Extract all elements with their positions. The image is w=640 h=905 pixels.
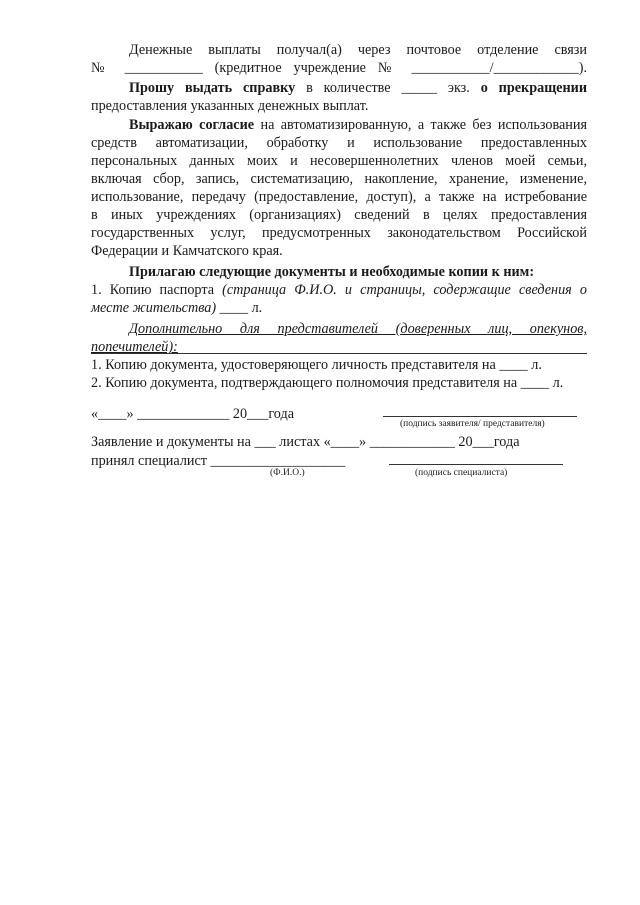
consent-rest: на автоматизированную, а также без использования xyxy=(254,117,587,133)
documents-heading: Прилагаю следующие документы и необходимые копии к ним: xyxy=(129,264,535,280)
representatives-item-1: 1. Копию документа, удостоверяющего личность представителя на ____ л. xyxy=(91,357,542,373)
request-termination-bold: о прекращении xyxy=(480,80,587,96)
request-certificate-line xyxy=(91,79,587,98)
documents-item-1-cont: месте жительства) ____ л. xyxy=(91,300,263,316)
consent-line-8: Федерации и Камчатского края. xyxy=(91,243,283,259)
payments-office-line: Денежные выплаты получал(а) через почтовое отделение связи xyxy=(129,42,587,58)
date-line: «____» _____________ 20___года xyxy=(91,406,295,422)
representatives-divider xyxy=(91,353,587,354)
applicant-signature-caption: (подпись заявителя/ представителя) xyxy=(400,419,545,429)
applicant-signature-line xyxy=(383,416,577,417)
specialist-line: принял специалист ___________________ xyxy=(91,453,346,469)
consent-line-1 xyxy=(91,116,587,135)
request-quantity: в количестве _____ экз. xyxy=(295,80,481,96)
payments-credit-line: № ___________ (кредитное учреждение № ___________/____________). xyxy=(91,60,587,76)
consent-bold: Выражаю согласие xyxy=(129,117,255,133)
documents-item-1: 1. Копию паспорта (страница Ф.И.О. и страницы, содержащие сведения о xyxy=(91,282,587,298)
consent-line-4: включая сбор, запись, систематизацию, накопление, хранение, изменение, xyxy=(91,171,587,187)
consent-line-2: средств автоматизации, обработку и использование предоставленных xyxy=(91,135,587,151)
consent-line-5: использование, передачу (предоставление, доступ), а также на истребование xyxy=(91,189,587,205)
representatives-title: Дополнительно для представителей (доверенных лиц, опекунов, xyxy=(129,321,587,337)
representatives-title-cont: попечителей): xyxy=(91,339,178,355)
consent-line-7: государственных услуг, предусмотренных законодательством Российской xyxy=(91,225,587,241)
fio-caption: (Ф.И.О.) xyxy=(270,468,305,478)
request-continuation: предоставления указанных денежных выплат. xyxy=(91,98,369,114)
representatives-item-2: 2. Копию документа, подтверждающего полномочия представителя на ____ л. xyxy=(91,375,564,391)
specialist-signature-line xyxy=(389,464,563,465)
specialist-signature-caption: (подпись специалиста) xyxy=(415,468,508,478)
consent-line-3: персональных данных моих и несовершеннолетних членов моей семьи, xyxy=(91,153,587,169)
received-line: Заявление и документы на ___ листах «____» ____________ 20___года xyxy=(91,434,520,450)
request-bold: Прошу выдать справку xyxy=(129,80,296,96)
consent-line-6: в иных учреждениях (организациях) сведений в целях предоставления xyxy=(91,207,587,223)
